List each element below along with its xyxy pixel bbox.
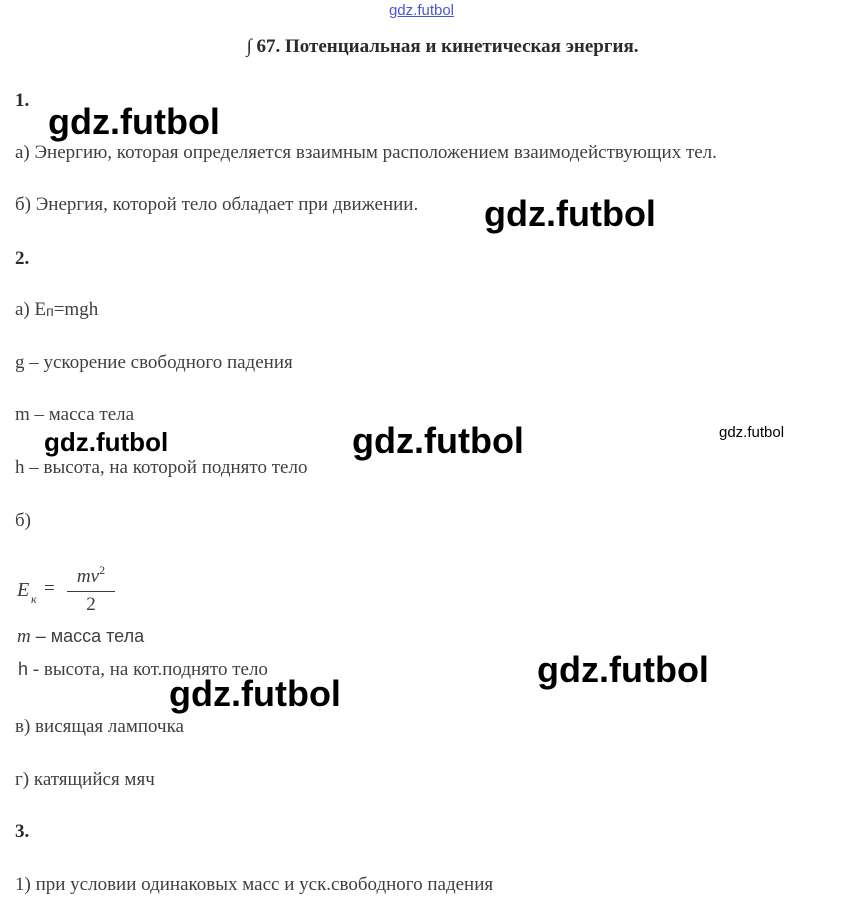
section-1-number: 1. [15, 90, 30, 111]
watermark: gdz.futbol [352, 420, 524, 461]
top-site-link[interactable]: gdz.futbol [388, 2, 455, 19]
section-2-answer-b: б) [15, 510, 31, 531]
formula-numerator-exponent: 2 [99, 563, 106, 577]
line-h2-text: - высота, на кот.поднято тело [28, 659, 268, 680]
section-2-answer-v: в) висящая лампочка [15, 716, 184, 737]
section-1-answer-a: а) Энергию, которая определяется взаимным расположением взаимодействующих тел. [15, 142, 717, 163]
formula-equals-sign: = [44, 578, 55, 599]
watermark: gdz.futbol [48, 101, 220, 142]
formula-denominator: 2 [86, 594, 96, 615]
section-3-answer-1: 1) при условии одинаковых масс и уск.свободного падения [15, 874, 494, 895]
section-2-line-g: g – ускорение свободного падения [15, 352, 293, 373]
formula-ep-prefix: а) E [15, 299, 47, 320]
formula-ep-suffix: =mgh [53, 299, 99, 320]
section-2-number: 2. [15, 248, 30, 269]
watermark: gdz.futbol [169, 673, 341, 714]
watermark: gdz.futbol [484, 193, 656, 234]
formula-fraction-bar [67, 591, 115, 592]
line-m2-text: – масса тела [30, 626, 145, 646]
formula-ek-subscript: к [31, 592, 37, 606]
formula-ek-symbol: E [17, 579, 30, 601]
section-3-number: 3. [15, 821, 30, 842]
watermark: gdz.futbol [44, 427, 169, 457]
formula-numerator-base: mv [76, 566, 100, 587]
formula-ep-subscript: п [46, 303, 54, 319]
section-2-line-h: h – высота, на которой поднято тело [15, 457, 308, 478]
section-2-line-m: m – масса тела [15, 404, 135, 425]
kinetic-energy-formula [17, 563, 117, 622]
line-h2-variable: h [18, 659, 29, 679]
watermark: gdz.futbol [719, 424, 785, 441]
section-2-answer-a [15, 299, 98, 321]
line-m2-variable: m [17, 626, 31, 647]
page-title: ∫ 67. Потенциальная и кинетическая энергия. [246, 36, 639, 57]
formula-numerator [65, 563, 117, 588]
section-2-answer-g: г) катящийся мяч [15, 769, 155, 790]
watermark: gdz.futbol [537, 649, 709, 690]
section-1-answer-b: б) Энергия, которой тело обладает при движении. [15, 194, 419, 215]
section-2-line-m2 [17, 626, 144, 648]
